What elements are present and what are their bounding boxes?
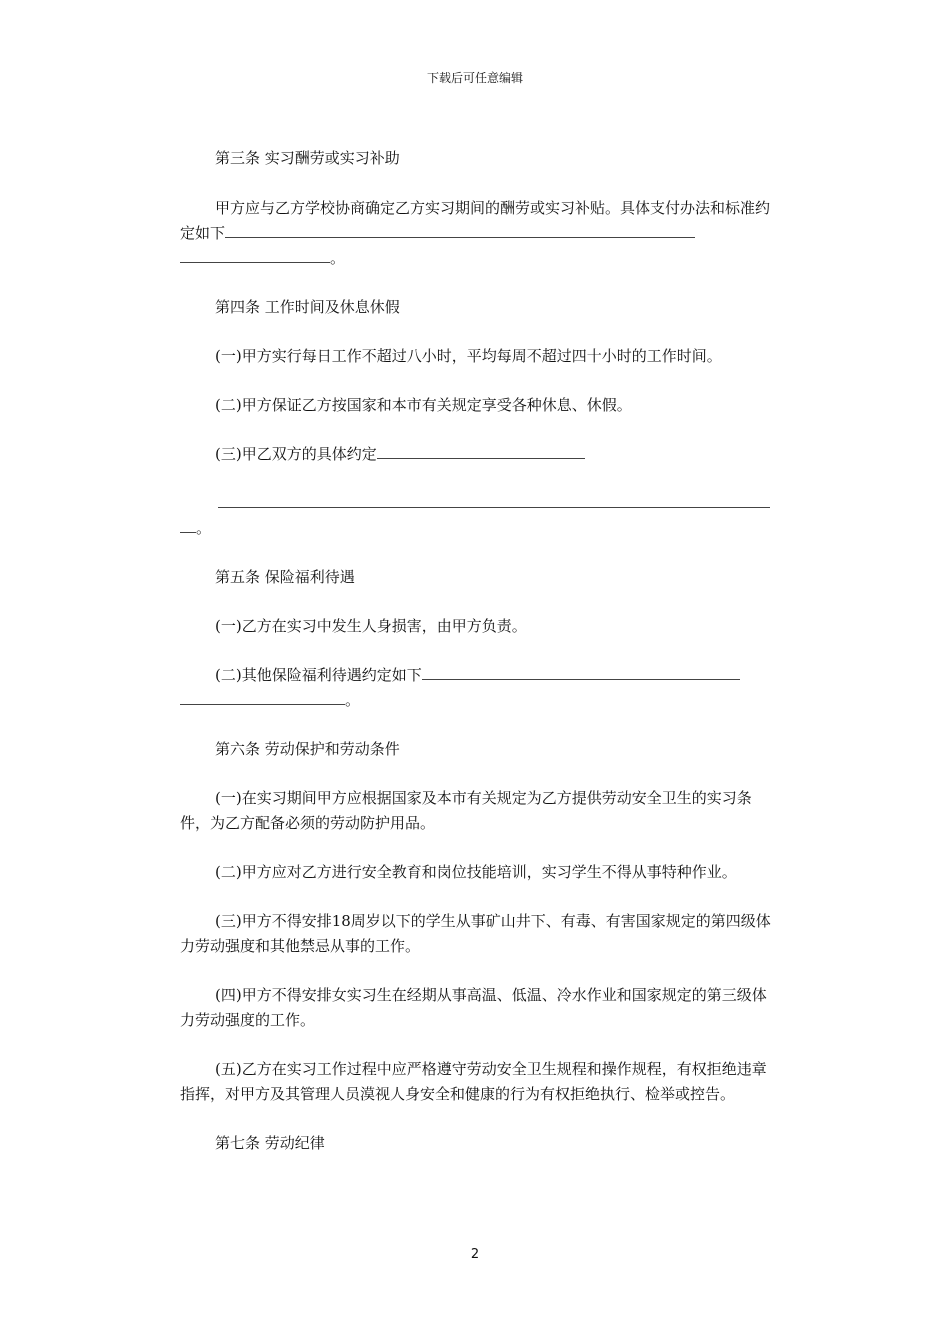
article-5-title: 第五条 保险福利待遇 [215,568,355,586]
article-6-title: 第六条 劳动保护和劳动条件 [215,740,400,758]
fill-blank[interactable] [180,689,345,705]
article-4-item-3 [180,442,775,467]
page-header: 下载后可任意编辑 [426,71,523,85]
article-6-item-3: (三)甲方不得安排18周岁以下的学生从事矿山井下、有毒、有害国家规定的第四级体力劳动强度和其他禁忌从事的工作。 [180,912,771,955]
fill-blank[interactable] [422,664,740,680]
article-3-title: 第三条 实习酬劳或实习补助 [215,149,400,167]
article-4-title: 第四条 工作时间及休息休假 [215,298,400,316]
article-3-paragraph [180,196,775,271]
fill-blank[interactable] [225,222,695,238]
article-4-item-1: (一)甲方实行每日工作不超过八小时，平均每周不超过四十小时的工作时间。 [215,347,722,365]
article-5-item-2-text: (二)其他保险福利待遇约定如下 [215,666,422,684]
blank-line-end [180,516,775,541]
fill-blank[interactable] [377,443,585,459]
article-6-item-4: (四)甲方不得安排女实习生在经期从事高温、低温、冷水作业和国家规定的第三级体力劳动强度的工作。 [180,986,767,1029]
article-7-title: 第七条 劳动纪律 [215,1134,325,1152]
article-6-item-2: (二)甲方应对乙方进行安全教育和岗位技能培训，实习学生不得从事特种作业。 [215,863,737,881]
period: 。 [345,691,361,709]
article-4-item-3-text: (三)甲乙双方的具体约定 [215,445,377,463]
page-number: 2 [470,1247,480,1262]
blank-line [180,491,775,516]
article-5-item-2 [180,663,775,713]
article-6-item-1: (一)在实习期间甲方应根据国家及本市有关规定为乙方提供劳动安全卫生的实习条件，为乙方配备必须的劳动防护用品。 [180,789,752,832]
fill-blank[interactable] [180,247,330,263]
fill-blank[interactable] [180,517,196,533]
article-6-item-5: (五)乙方在实习工作过程中应严格遵守劳动安全卫生规程和操作规程，有权拒绝违章指挥，对甲方及其管理人员漠视人身安全和健康的行为有权拒绝执行、检举或控告。 [180,1060,767,1103]
article-5-item-1: (一)乙方在实习中发生人身损害，由甲方负责。 [215,617,527,635]
article-4-item-2: (二)甲方保证乙方按国家和本市有关规定享受各种休息、休假。 [215,396,632,414]
period: 。 [196,519,212,537]
document-body [180,146,775,1156]
article-3-text: 甲方应与乙方学校协商确定乙方实习期间的酬劳或实习补贴。具体支付办法和标准约定如下 [180,199,771,242]
period: 。 [330,249,346,267]
fill-blank[interactable] [218,492,770,508]
